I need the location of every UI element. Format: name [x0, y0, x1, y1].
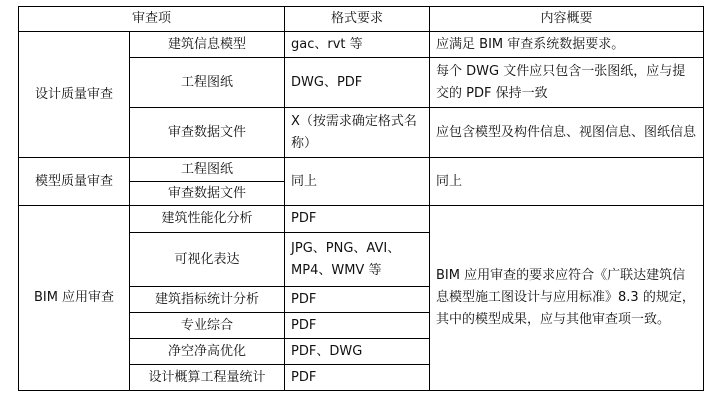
subitem-label: 工程图纸 [130, 158, 285, 182]
subitem-label: 建筑性能化分析 [130, 206, 285, 233]
subitem-label: 建筑指标统计分析 [130, 287, 285, 313]
table-row [19, 32, 704, 58]
group-label-design: 设计质量审查 [19, 32, 130, 158]
header-review-item: 审查项 [19, 7, 285, 32]
format-cell: gac、rvt 等 [285, 32, 430, 58]
format-cell: PDF [285, 206, 430, 233]
format-cell: PDF [285, 365, 430, 391]
format-cell: PDF [285, 287, 430, 313]
group-label-model: 模型质量审查 [19, 158, 130, 206]
subitem-label: 工程图纸 [130, 58, 285, 108]
table-header-row [19, 7, 704, 32]
header-content-summary: 内容概要 [430, 7, 704, 32]
format-cell: JPG、PNG、AVI、MP4、WMV 等 [285, 233, 430, 287]
table-row [19, 206, 704, 233]
content-cell: 每个 DWG 文件应只包含一张图纸，应与提交的 PDF 保持一致 [430, 58, 704, 108]
content-cell: 应包含模型及构件信息、视图信息、图纸信息 [430, 108, 704, 158]
header-format-requirement: 格式要求 [285, 7, 430, 32]
subitem-label: 审查数据文件 [130, 108, 285, 158]
group-label-bim: BIM 应用审查 [19, 206, 130, 391]
subitem-label: 建筑信息模型 [130, 32, 285, 58]
subitem-label: 审查数据文件 [130, 182, 285, 206]
content-cell: 应满足 BIM 审查系统数据要求。 [430, 32, 704, 58]
table-row [19, 158, 704, 182]
review-requirements-table [18, 6, 704, 391]
format-cell: PDF [285, 313, 430, 339]
content-cell: BIM 应用审查的要求应符合《广联达建筑信息模型施工图设计与应用标准》8.3 的规定，其中的模型成果，应与其他审查项一致。 [430, 206, 704, 391]
subitem-label: 可视化表达 [130, 233, 285, 287]
format-cell: PDF、DWG [285, 339, 430, 365]
format-cell: 同上 [285, 158, 430, 206]
subitem-label: 设计概算工程量统计 [130, 365, 285, 391]
content-cell: 同上 [430, 158, 704, 206]
subitem-label: 专业综合 [130, 313, 285, 339]
format-cell: X（按需求确定格式名称） [285, 108, 430, 158]
format-cell: DWG、PDF [285, 58, 430, 108]
subitem-label: 净空净高优化 [130, 339, 285, 365]
